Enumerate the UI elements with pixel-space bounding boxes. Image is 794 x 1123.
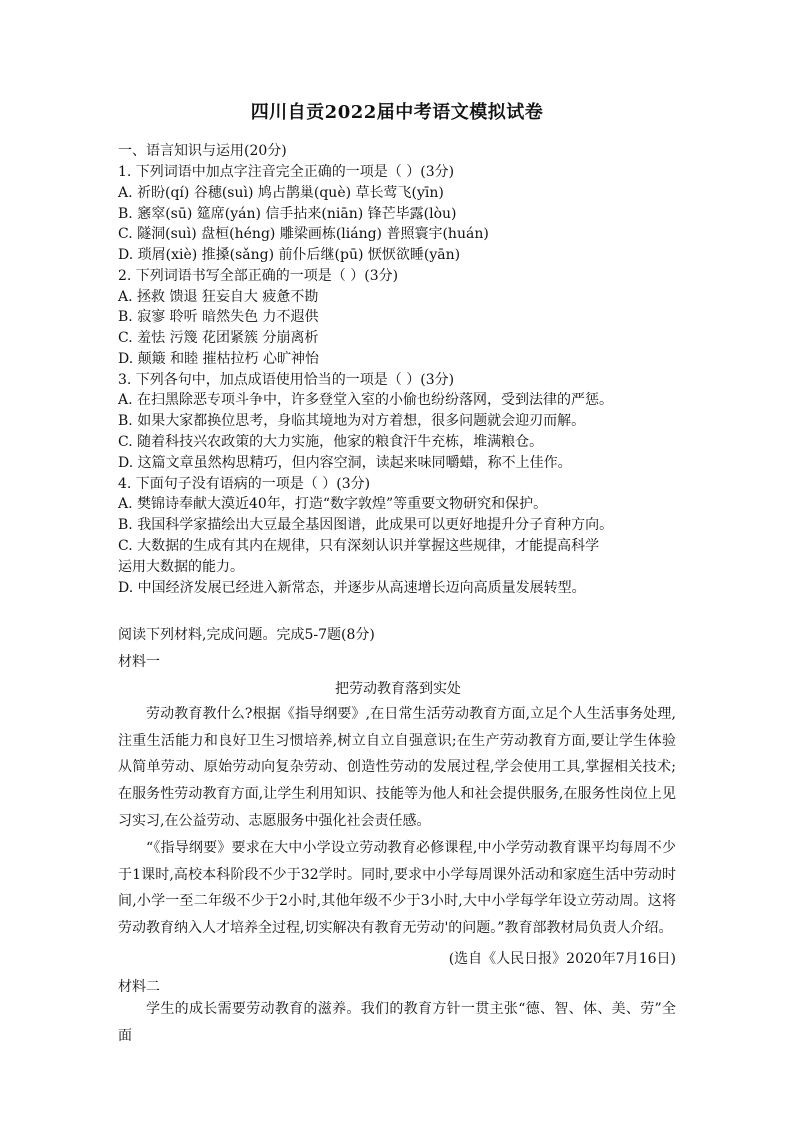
q1-option-b: B. 窸窣(sū) 筵席(yán) 信手拈来(niān) 锋芒毕露(lòu)	[118, 206, 457, 222]
q4-option-b: B. 我国科学家描绘出大豆最全基因图谱，此成果可以更好地提升分子育种方向。	[118, 517, 614, 533]
question-1: 1. 下列词语中加点字注音完全正确的一项是（ ）(3分)	[118, 164, 455, 180]
question-2: 2. 下列词语书写全部正确的一项是（ ）(3分)	[118, 268, 399, 284]
q4-option-c: C. 大数据的生成有其内在规律，只有深刻认识并掌握这些规律，才能提高科学	[118, 538, 600, 554]
q3-option-b: B. 如果大家都换位思考，身临其境地为对方着想，很多问题就会迎刃而解。	[118, 413, 586, 429]
material1-paragraph-2: “《指导纲要》要求在大中小学设立劳动教育必修课程,中小学劳动教育课平均每周不少于1课时,高校本科阶段不少于32学时。同时,要求中小学每周课外活动和家庭生活中劳动时间,小学一至二年级不少于2小时,其他年级不少于3小时,大中小学每学年设立劳动周。这将劳动教育纳入人才培养全过程,切实解决有教育无劳动'的问题。”教育部教材局负责人介绍。	[118, 840, 676, 937]
material1-label: 材料一	[118, 654, 160, 670]
question-3: 3. 下列各句中，加点成语使用恰当的一项是（ ）(3分)	[118, 372, 455, 388]
q2-option-d: D. 颠簸 和睦 摧枯拉朽 心旷神怡	[118, 351, 319, 367]
material2-paragraph-1: 学生的成长需要劳动教育的滋养。我们的教育方针一贯主张“德、智、体、美、劳”全面	[118, 1001, 676, 1044]
q2-option-c: C. 羞怯 污篾 花团紧簇 分崩离析	[118, 330, 319, 346]
q3-option-c: C. 随着科技兴农政策的大力实施，他家的粮食汗牛充栋，堆满粮仓。	[118, 434, 544, 450]
q1-option-c: C. 隧洞(suì) 盘桓(héng) 雕梁画栋(liáng) 普照寰宇(huán)	[118, 226, 489, 242]
q4-option-a: A. 樊锦诗奉献大漠近40年，打造“数字敦煌”等重要文物研究和保护。	[118, 496, 548, 512]
q4-option-c-cont: 运用大数据的能力。	[118, 559, 244, 575]
reading-instruction: 阅读下列材料,完成问题。完成5-7题(8分)	[118, 627, 375, 643]
material1-title: 把劳动教育落到实处	[335, 681, 461, 697]
q4-option-d: D. 中国经济发展已经进入新常态，并逐步从高速增长迈向高质量发展转型。	[118, 580, 586, 596]
material2-label: 材料二	[118, 979, 160, 995]
q1-option-a: A. 祈盼(qí) 谷穗(suì) 鸠占鹊巢(què) 草长莺飞(yīn)	[118, 185, 444, 201]
section1-heading: 一、语言知识与运用(20分)	[118, 143, 287, 159]
q2-option-b: B. 寂寥 聆听 暗然失色 力不遐供	[118, 309, 319, 325]
q3-option-a: A. 在扫黑除恶专项斗争中，许多登堂入室的小偷也纷纷落网，受到法律的严惩。	[118, 392, 614, 408]
question-4: 4. 下面句子没有语病的一项是（ ）(3分)	[118, 476, 371, 492]
q1-option-d: D. 琐屑(xiè) 推搡(sǎng) 前仆后继(pū) 恹恹欲睡(yān)	[118, 247, 461, 263]
q2-option-a: A. 拯救 馈退 狂妄自大 疲惫不勘	[118, 289, 319, 305]
material1-paragraph-1: 劳动教育教什么?根据《指导纲要》,在日常生活劳动教育方面,立足个人生活事务处理,注重生活能力和良好卫生习惯培养,树立自立自强意识;在生产劳动教育方面,要让学生体验从简单劳动、原始劳动向复杂劳动、创造性劳动的发展过程,学会使用工具,掌握相关技术;在服务性劳动教育方面,让学生利用知识、技能等为他人和社会提供服务,在服务性岗位上见习实习,在公益劳动、志愿服务中强化社会责任感。	[118, 706, 676, 829]
q3-option-d: D. 这篇文章虽然构思精巧，但内容空洞，读起来味同嚼蜡，称不上佳作。	[118, 455, 572, 471]
page-title: 四川自贡2022届中考语文模拟试卷	[250, 102, 544, 123]
material1-source: (选自《人民日报》2020年7月16日)	[448, 951, 676, 967]
